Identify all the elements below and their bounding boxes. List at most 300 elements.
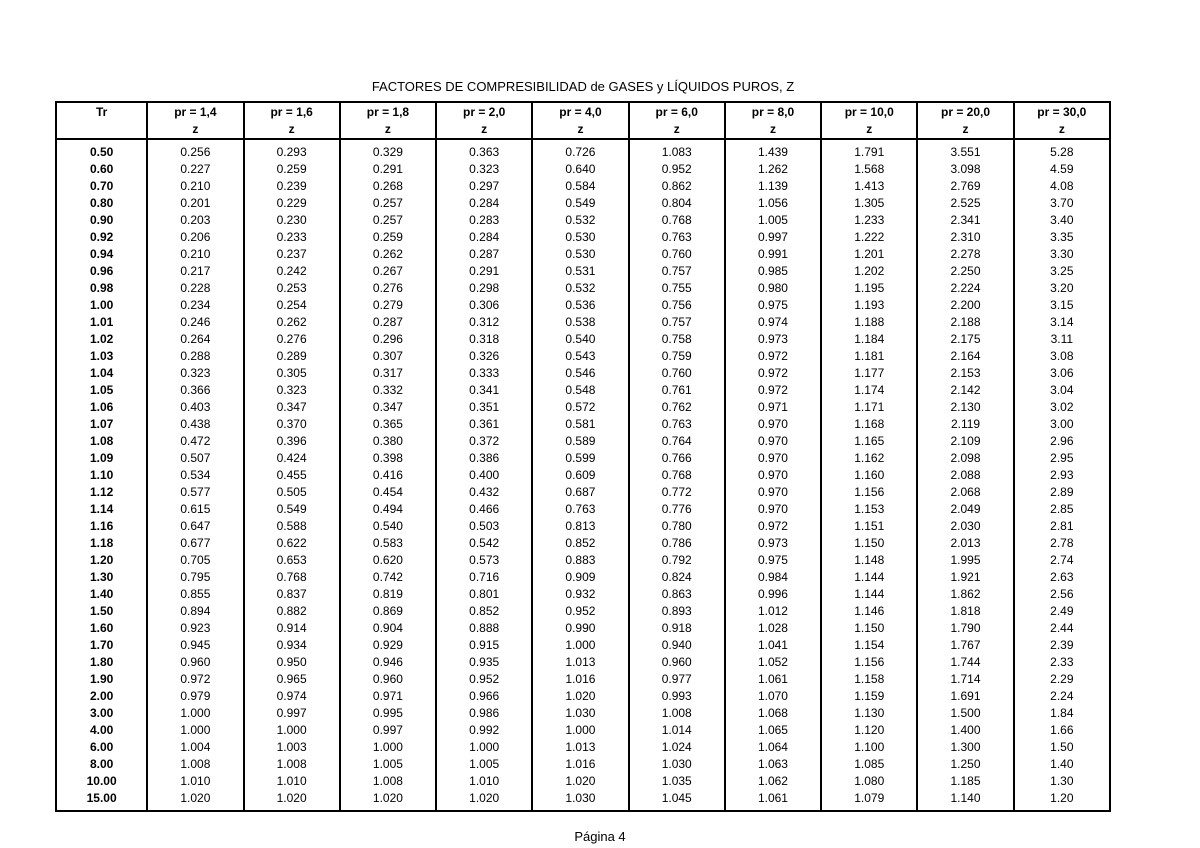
z-value-cell: 1.010 xyxy=(436,772,532,789)
z-value-cell: 1.062 xyxy=(725,772,821,789)
z-value-cell: 1.185 xyxy=(917,772,1013,789)
z-value-cell: 2.153 xyxy=(917,364,1013,381)
z-value-cell: 1.144 xyxy=(821,585,917,602)
z-value-cell: 0.455 xyxy=(244,466,340,483)
table-row xyxy=(56,432,1110,449)
table-row xyxy=(56,177,1110,194)
z-value-cell: 0.776 xyxy=(629,500,725,517)
z-value-cell: 0.973 xyxy=(725,330,821,347)
z-value-cell: 1.008 xyxy=(629,704,725,721)
z-value-cell: 0.960 xyxy=(629,653,725,670)
z-value-cell: 1.000 xyxy=(340,738,436,755)
z-value-cell: 0.293 xyxy=(244,139,340,160)
z-value-cell: 0.761 xyxy=(629,381,725,398)
table-row xyxy=(56,313,1110,330)
z-value-cell: 0.950 xyxy=(244,653,340,670)
table-row xyxy=(56,636,1110,653)
table-row xyxy=(56,160,1110,177)
compressibility-table xyxy=(55,101,1111,812)
z-value-cell: 1.921 xyxy=(917,568,1013,585)
z-value-cell: 0.764 xyxy=(629,432,725,449)
z-value-cell: 0.997 xyxy=(725,228,821,245)
z-value-cell: 0.780 xyxy=(629,517,725,534)
z-value-cell: 0.548 xyxy=(532,381,628,398)
z-value-cell: 1.40 xyxy=(1014,755,1110,772)
z-value-cell: 0.503 xyxy=(436,517,532,534)
z-value-cell: 0.416 xyxy=(340,466,436,483)
subheader-cell-z: z xyxy=(436,120,532,139)
z-value-cell: 1.030 xyxy=(532,789,628,811)
z-value-cell: 0.230 xyxy=(244,211,340,228)
z-value-cell: 0.755 xyxy=(629,279,725,296)
z-value-cell: 1.202 xyxy=(821,262,917,279)
z-value-cell: 0.960 xyxy=(340,670,436,687)
z-value-cell: 1.174 xyxy=(821,381,917,398)
z-value-cell: 1.193 xyxy=(821,296,917,313)
z-value-cell: 0.210 xyxy=(147,177,243,194)
z-value-cell: 0.333 xyxy=(436,364,532,381)
z-value-cell: 1.061 xyxy=(725,670,821,687)
z-value-cell: 1.020 xyxy=(532,772,628,789)
table-row xyxy=(56,670,1110,687)
z-value-cell: 0.588 xyxy=(244,517,340,534)
z-value-cell: 0.804 xyxy=(629,194,725,211)
tr-value-cell: 0.94 xyxy=(56,245,147,262)
z-value-cell: 0.997 xyxy=(340,721,436,738)
z-value-cell: 0.653 xyxy=(244,551,340,568)
z-value-cell: 0.768 xyxy=(629,211,725,228)
z-value-cell: 0.398 xyxy=(340,449,436,466)
z-value-cell: 1.790 xyxy=(917,619,1013,636)
tr-value-cell: 1.40 xyxy=(56,585,147,602)
tr-value-cell: 0.92 xyxy=(56,228,147,245)
z-value-cell: 1.154 xyxy=(821,636,917,653)
z-value-cell: 0.766 xyxy=(629,449,725,466)
z-value-cell: 2.24 xyxy=(1014,687,1110,704)
z-value-cell: 1.201 xyxy=(821,245,917,262)
z-value-cell: 0.795 xyxy=(147,568,243,585)
tr-value-cell: 1.12 xyxy=(56,483,147,500)
z-value-cell: 0.233 xyxy=(244,228,340,245)
z-value-cell: 0.992 xyxy=(436,721,532,738)
tr-value-cell: 3.00 xyxy=(56,704,147,721)
z-value-cell: 0.918 xyxy=(629,619,725,636)
header-cell-pr: pr = 1,6 xyxy=(244,102,340,120)
z-value-cell: 0.792 xyxy=(629,551,725,568)
z-value-cell: 0.366 xyxy=(147,381,243,398)
table-row xyxy=(56,738,1110,755)
header-row xyxy=(56,102,1110,120)
z-value-cell: 1.156 xyxy=(821,653,917,670)
z-value-cell: 0.534 xyxy=(147,466,243,483)
z-value-cell: 2.088 xyxy=(917,466,1013,483)
z-value-cell: 1.146 xyxy=(821,602,917,619)
table-container xyxy=(55,101,1111,805)
z-value-cell: 0.532 xyxy=(532,211,628,228)
z-value-cell: 2.200 xyxy=(917,296,1013,313)
subheader-cell-z: z xyxy=(1014,120,1110,139)
z-value-cell: 1.020 xyxy=(147,789,243,811)
z-value-cell: 0.977 xyxy=(629,670,725,687)
z-value-cell: 2.33 xyxy=(1014,653,1110,670)
z-value-cell: 0.276 xyxy=(340,279,436,296)
z-value-cell: 2.109 xyxy=(917,432,1013,449)
z-value-cell: 0.852 xyxy=(436,602,532,619)
z-value-cell: 2.278 xyxy=(917,245,1013,262)
z-value-cell: 0.287 xyxy=(340,313,436,330)
table-row xyxy=(56,364,1110,381)
z-value-cell: 3.40 xyxy=(1014,211,1110,228)
z-value-cell: 0.647 xyxy=(147,517,243,534)
tr-value-cell: 2.00 xyxy=(56,687,147,704)
subheader-cell-z: z xyxy=(821,120,917,139)
tr-value-cell: 1.09 xyxy=(56,449,147,466)
subheader-cell-z: z xyxy=(725,120,821,139)
z-value-cell: 0.386 xyxy=(436,449,532,466)
z-value-cell: 0.329 xyxy=(340,139,436,160)
z-value-cell: 0.768 xyxy=(244,568,340,585)
z-value-cell: 0.536 xyxy=(532,296,628,313)
z-value-cell: 1.159 xyxy=(821,687,917,704)
z-value-cell: 0.507 xyxy=(147,449,243,466)
z-value-cell: 3.02 xyxy=(1014,398,1110,415)
z-value-cell: 1.130 xyxy=(821,704,917,721)
z-value-cell: 0.540 xyxy=(532,330,628,347)
z-value-cell: 0.543 xyxy=(532,347,628,364)
z-value-cell: 0.979 xyxy=(147,687,243,704)
z-value-cell: 2.068 xyxy=(917,483,1013,500)
z-value-cell: 0.227 xyxy=(147,160,243,177)
tr-value-cell: 15.00 xyxy=(56,789,147,811)
table-row xyxy=(56,602,1110,619)
z-value-cell: 1.000 xyxy=(532,721,628,738)
z-value-cell: 0.973 xyxy=(725,534,821,551)
z-value-cell: 0.291 xyxy=(340,160,436,177)
table-row xyxy=(56,619,1110,636)
z-value-cell: 1.100 xyxy=(821,738,917,755)
tr-value-cell: 1.06 xyxy=(56,398,147,415)
z-value-cell: 4.08 xyxy=(1014,177,1110,194)
z-value-cell: 0.573 xyxy=(436,551,532,568)
z-value-cell: 0.952 xyxy=(436,670,532,687)
z-value-cell: 0.762 xyxy=(629,398,725,415)
z-value-cell: 1.818 xyxy=(917,602,1013,619)
z-value-cell: 0.758 xyxy=(629,330,725,347)
z-value-cell: 0.318 xyxy=(436,330,532,347)
z-value-cell: 1.691 xyxy=(917,687,1013,704)
z-value-cell: 0.995 xyxy=(340,704,436,721)
z-value-cell: 0.974 xyxy=(725,313,821,330)
z-value-cell: 0.546 xyxy=(532,364,628,381)
z-value-cell: 0.317 xyxy=(340,364,436,381)
z-value-cell: 2.013 xyxy=(917,534,1013,551)
z-value-cell: 2.224 xyxy=(917,279,1013,296)
z-value-cell: 0.640 xyxy=(532,160,628,177)
z-value-cell: 2.49 xyxy=(1014,602,1110,619)
z-value-cell: 1.222 xyxy=(821,228,917,245)
table-row xyxy=(56,211,1110,228)
tr-value-cell: 6.00 xyxy=(56,738,147,755)
z-value-cell: 1.004 xyxy=(147,738,243,755)
header-cell-pr: pr = 6,0 xyxy=(629,102,725,120)
z-value-cell: 1.171 xyxy=(821,398,917,415)
z-value-cell: 1.020 xyxy=(244,789,340,811)
z-value-cell: 1.744 xyxy=(917,653,1013,670)
z-value-cell: 3.20 xyxy=(1014,279,1110,296)
z-value-cell: 3.11 xyxy=(1014,330,1110,347)
z-value-cell: 1.080 xyxy=(821,772,917,789)
z-value-cell: 1.305 xyxy=(821,194,917,211)
z-value-cell: 0.786 xyxy=(629,534,725,551)
z-value-cell: 0.424 xyxy=(244,449,340,466)
z-value-cell: 0.262 xyxy=(340,245,436,262)
z-value-cell: 2.130 xyxy=(917,398,1013,415)
z-value-cell: 1.061 xyxy=(725,789,821,811)
z-value-cell: 0.279 xyxy=(340,296,436,313)
z-value-cell: 5.28 xyxy=(1014,139,1110,160)
z-value-cell: 0.620 xyxy=(340,551,436,568)
z-value-cell: 1.041 xyxy=(725,636,821,653)
z-value-cell: 2.164 xyxy=(917,347,1013,364)
z-value-cell: 1.013 xyxy=(532,738,628,755)
z-value-cell: 0.454 xyxy=(340,483,436,500)
tr-value-cell: 1.14 xyxy=(56,500,147,517)
tr-value-cell: 1.08 xyxy=(56,432,147,449)
subheader-cell-z: z xyxy=(629,120,725,139)
z-value-cell: 1.262 xyxy=(725,160,821,177)
z-value-cell: 1.162 xyxy=(821,449,917,466)
z-value-cell: 0.852 xyxy=(532,534,628,551)
z-value-cell: 1.195 xyxy=(821,279,917,296)
z-value-cell: 0.365 xyxy=(340,415,436,432)
tr-value-cell: 0.60 xyxy=(56,160,147,177)
z-value-cell: 0.297 xyxy=(436,177,532,194)
subheader-cell-z: z xyxy=(244,120,340,139)
z-value-cell: 0.298 xyxy=(436,279,532,296)
z-value-cell: 0.757 xyxy=(629,262,725,279)
z-value-cell: 3.35 xyxy=(1014,228,1110,245)
z-value-cell: 0.946 xyxy=(340,653,436,670)
z-value-cell: 0.914 xyxy=(244,619,340,636)
z-value-cell: 3.00 xyxy=(1014,415,1110,432)
z-value-cell: 1.150 xyxy=(821,619,917,636)
z-value-cell: 0.259 xyxy=(340,228,436,245)
z-value-cell: 2.44 xyxy=(1014,619,1110,636)
z-value-cell: 0.984 xyxy=(725,568,821,585)
z-value-cell: 0.824 xyxy=(629,568,725,585)
z-value-cell: 1.005 xyxy=(340,755,436,772)
z-value-cell: 0.540 xyxy=(340,517,436,534)
z-value-cell: 3.098 xyxy=(917,160,1013,177)
z-value-cell: 0.970 xyxy=(725,500,821,517)
table-row xyxy=(56,347,1110,364)
z-value-cell: 0.538 xyxy=(532,313,628,330)
z-value-cell: 0.970 xyxy=(725,483,821,500)
z-value-cell: 0.203 xyxy=(147,211,243,228)
z-value-cell: 0.237 xyxy=(244,245,340,262)
z-value-cell: 2.030 xyxy=(917,517,1013,534)
tr-value-cell: 0.96 xyxy=(56,262,147,279)
z-value-cell: 0.615 xyxy=(147,500,243,517)
table-row xyxy=(56,245,1110,262)
z-value-cell: 0.242 xyxy=(244,262,340,279)
z-value-cell: 1.020 xyxy=(532,687,628,704)
z-value-cell: 0.929 xyxy=(340,636,436,653)
tr-value-cell: 8.00 xyxy=(56,755,147,772)
z-value-cell: 0.970 xyxy=(725,432,821,449)
table-row xyxy=(56,194,1110,211)
z-value-cell: 0.980 xyxy=(725,279,821,296)
z-value-cell: 0.288 xyxy=(147,347,243,364)
subheader-cell-z: z xyxy=(532,120,628,139)
z-value-cell: 1.065 xyxy=(725,721,821,738)
tr-value-cell: 1.05 xyxy=(56,381,147,398)
header-cell-pr: pr = 10,0 xyxy=(821,102,917,120)
z-value-cell: 0.819 xyxy=(340,585,436,602)
z-value-cell: 0.894 xyxy=(147,602,243,619)
z-value-cell: 0.970 xyxy=(725,415,821,432)
table-row xyxy=(56,330,1110,347)
tr-value-cell: 1.80 xyxy=(56,653,147,670)
z-value-cell: 0.726 xyxy=(532,139,628,160)
z-value-cell: 1.50 xyxy=(1014,738,1110,755)
z-value-cell: 0.581 xyxy=(532,415,628,432)
z-value-cell: 1.012 xyxy=(725,602,821,619)
table-row xyxy=(56,398,1110,415)
z-value-cell: 0.323 xyxy=(244,381,340,398)
z-value-cell: 1.068 xyxy=(725,704,821,721)
z-value-cell: 0.935 xyxy=(436,653,532,670)
z-value-cell: 2.96 xyxy=(1014,432,1110,449)
z-value-cell: 0.869 xyxy=(340,602,436,619)
z-value-cell: 0.267 xyxy=(340,262,436,279)
z-value-cell: 4.59 xyxy=(1014,160,1110,177)
tr-value-cell: 1.20 xyxy=(56,551,147,568)
z-value-cell: 0.952 xyxy=(629,160,725,177)
tr-value-cell: 1.70 xyxy=(56,636,147,653)
z-value-cell: 1.767 xyxy=(917,636,1013,653)
z-value-cell: 0.757 xyxy=(629,313,725,330)
z-value-cell: 0.589 xyxy=(532,432,628,449)
z-value-cell: 1.000 xyxy=(147,721,243,738)
z-value-cell: 1.005 xyxy=(725,211,821,228)
z-value-cell: 0.972 xyxy=(147,670,243,687)
z-value-cell: 0.763 xyxy=(532,500,628,517)
z-value-cell: 1.139 xyxy=(725,177,821,194)
z-value-cell: 2.098 xyxy=(917,449,1013,466)
z-value-cell: 1.008 xyxy=(244,755,340,772)
table-row xyxy=(56,551,1110,568)
z-value-cell: 0.549 xyxy=(244,500,340,517)
z-value-cell: 0.284 xyxy=(436,194,532,211)
z-value-cell: 2.85 xyxy=(1014,500,1110,517)
z-value-cell: 0.584 xyxy=(532,177,628,194)
z-value-cell: 0.972 xyxy=(725,381,821,398)
z-value-cell: 1.085 xyxy=(821,755,917,772)
z-value-cell: 0.993 xyxy=(629,687,725,704)
z-value-cell: 0.305 xyxy=(244,364,340,381)
z-value-cell: 2.175 xyxy=(917,330,1013,347)
z-value-cell: 0.975 xyxy=(725,551,821,568)
z-value-cell: 1.168 xyxy=(821,415,917,432)
z-value-cell: 2.63 xyxy=(1014,568,1110,585)
z-value-cell: 0.472 xyxy=(147,432,243,449)
z-value-cell: 1.714 xyxy=(917,670,1013,687)
z-value-cell: 1.120 xyxy=(821,721,917,738)
z-value-cell: 0.289 xyxy=(244,347,340,364)
z-value-cell: 1.30 xyxy=(1014,772,1110,789)
z-value-cell: 0.229 xyxy=(244,194,340,211)
z-value-cell: 1.052 xyxy=(725,653,821,670)
z-value-cell: 0.893 xyxy=(629,602,725,619)
z-value-cell: 1.028 xyxy=(725,619,821,636)
z-value-cell: 0.801 xyxy=(436,585,532,602)
z-value-cell: 0.972 xyxy=(725,364,821,381)
z-value-cell: 0.855 xyxy=(147,585,243,602)
z-value-cell: 0.965 xyxy=(244,670,340,687)
z-value-cell: 0.915 xyxy=(436,636,532,653)
z-value-cell: 1.84 xyxy=(1014,704,1110,721)
tr-value-cell: 1.10 xyxy=(56,466,147,483)
header-cell-pr: pr = 20,0 xyxy=(917,102,1013,120)
z-value-cell: 0.945 xyxy=(147,636,243,653)
z-value-cell: 0.960 xyxy=(147,653,243,670)
z-value-cell: 0.862 xyxy=(629,177,725,194)
z-value-cell: 1.008 xyxy=(340,772,436,789)
table-row xyxy=(56,517,1110,534)
z-value-cell: 1.003 xyxy=(244,738,340,755)
table-row xyxy=(56,228,1110,245)
z-value-cell: 0.323 xyxy=(147,364,243,381)
z-value-cell: 1.995 xyxy=(917,551,1013,568)
table-row xyxy=(56,279,1110,296)
z-value-cell: 0.276 xyxy=(244,330,340,347)
z-value-cell: 1.083 xyxy=(629,139,725,160)
header-cell-pr: pr = 1,8 xyxy=(340,102,436,120)
z-value-cell: 0.996 xyxy=(725,585,821,602)
z-value-cell: 0.952 xyxy=(532,602,628,619)
z-value-cell: 0.705 xyxy=(147,551,243,568)
z-value-cell: 0.332 xyxy=(340,381,436,398)
table-row xyxy=(56,500,1110,517)
tr-value-cell: 1.90 xyxy=(56,670,147,687)
tr-value-cell: 1.07 xyxy=(56,415,147,432)
subheader-row xyxy=(56,120,1110,139)
z-value-cell: 1.000 xyxy=(436,738,532,755)
z-value-cell: 2.81 xyxy=(1014,517,1110,534)
z-value-cell: 3.14 xyxy=(1014,313,1110,330)
z-value-cell: 0.370 xyxy=(244,415,340,432)
z-value-cell: 0.341 xyxy=(436,381,532,398)
z-value-cell: 0.974 xyxy=(244,687,340,704)
z-value-cell: 0.268 xyxy=(340,177,436,194)
z-value-cell: 0.923 xyxy=(147,619,243,636)
z-value-cell: 1.66 xyxy=(1014,721,1110,738)
z-value-cell: 1.791 xyxy=(821,139,917,160)
z-value-cell: 2.56 xyxy=(1014,585,1110,602)
table-row xyxy=(56,721,1110,738)
tr-value-cell: 0.90 xyxy=(56,211,147,228)
z-value-cell: 1.862 xyxy=(917,585,1013,602)
z-value-cell: 0.351 xyxy=(436,398,532,415)
z-value-cell: 1.568 xyxy=(821,160,917,177)
z-value-cell: 0.888 xyxy=(436,619,532,636)
z-value-cell: 0.312 xyxy=(436,313,532,330)
z-value-cell: 0.970 xyxy=(725,449,821,466)
table-row xyxy=(56,704,1110,721)
z-value-cell: 2.310 xyxy=(917,228,1013,245)
z-value-cell: 0.347 xyxy=(340,398,436,415)
